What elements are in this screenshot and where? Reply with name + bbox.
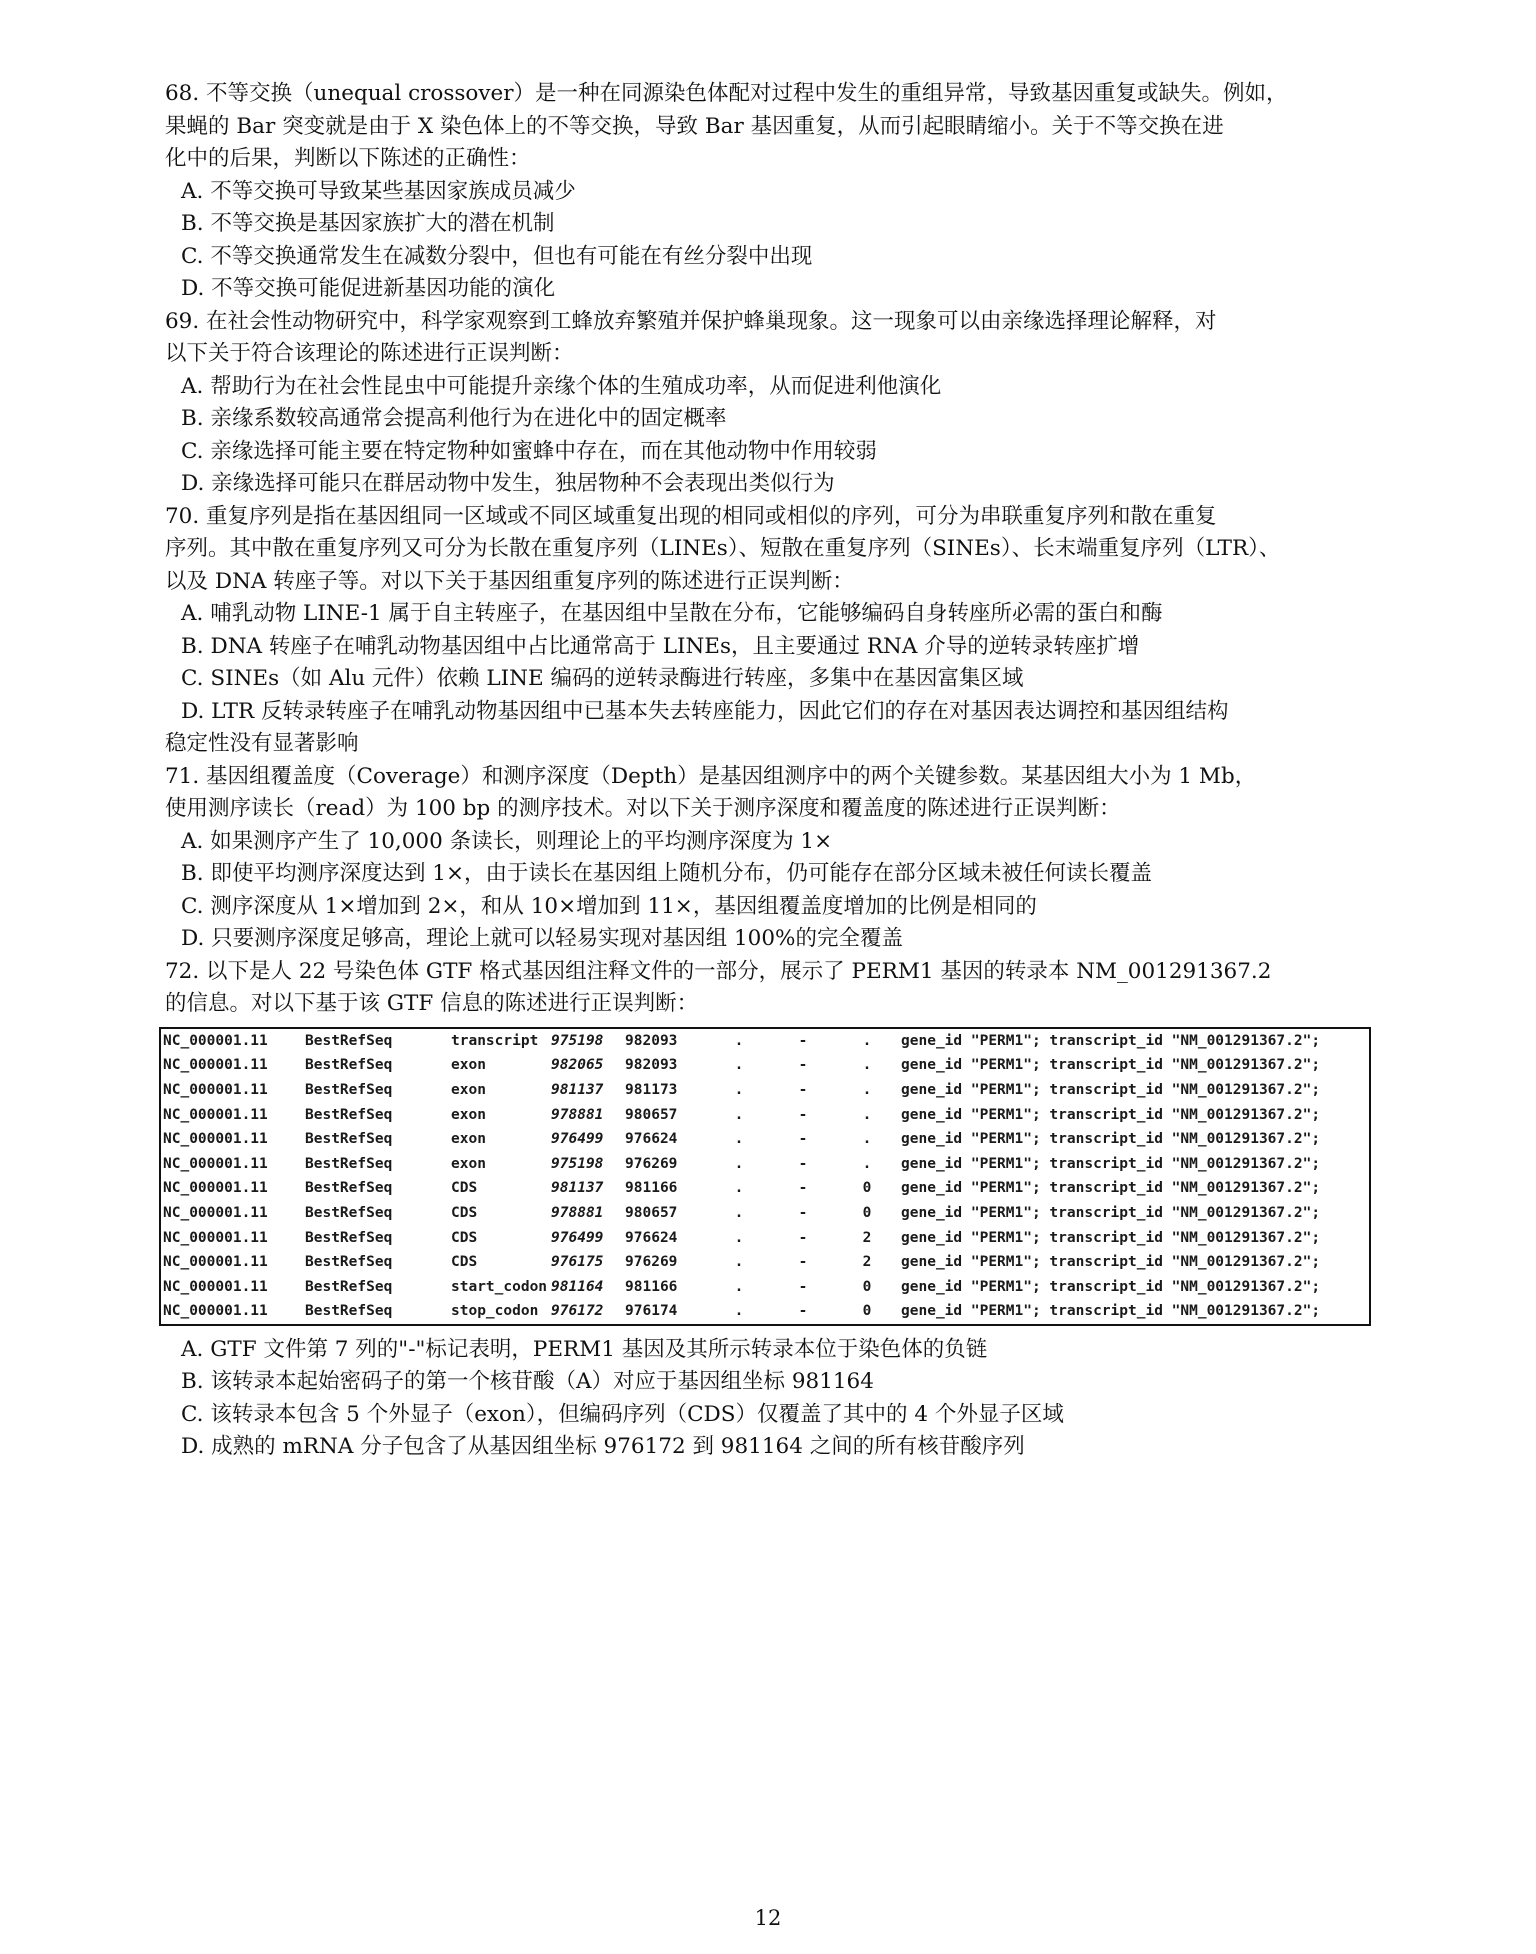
gtf-cell-end: 980657 xyxy=(625,1106,678,1123)
gtf-cell-feature: transcript xyxy=(451,1032,539,1049)
gtf-cell-seqname: NC_000001.11 xyxy=(163,1106,268,1123)
gtf-cell-strand: - xyxy=(798,1303,808,1320)
gtf-cell-attributes: gene_id "PERM1"; transcript_id "NM_001291367.2"; xyxy=(901,1204,1321,1221)
gtf-cell-end: 982093 xyxy=(625,1057,678,1074)
gtf-row xyxy=(161,1078,1369,1103)
question-69-option-c: C. 亲缘选择可能主要在特定物种如蜜蜂中存在，而在其他动物中作用较弱 xyxy=(181,438,877,464)
gtf-cell-attributes: gene_id "PERM1"; transcript_id "NM_001291367.2"; xyxy=(901,1081,1321,1098)
question-72-stem xyxy=(165,956,1355,1021)
gtf-cell-source: BestRefSeq xyxy=(305,1204,393,1221)
question-69-option-a: A. 帮助行为在社会性昆虫中可能提升亲缘个体的生殖成功率，从而促进利他演化 xyxy=(181,373,942,399)
gtf-cell-score: . xyxy=(734,1303,744,1320)
gtf-row xyxy=(161,1102,1369,1127)
gtf-cell-feature: start_codon xyxy=(451,1278,548,1295)
gtf-table-box xyxy=(159,1027,1371,1326)
gtf-cell-frame: 0 xyxy=(862,1204,872,1221)
gtf-cell-frame: . xyxy=(862,1155,872,1172)
stem-line: 果蝇的 Bar 突变就是由于 X 染色体上的不等交换，导致 Bar 基因重复，从而引起眼睛缩小。关于不等交换在进 xyxy=(165,113,1224,139)
gtf-cell-end: 976624 xyxy=(625,1131,678,1148)
question-69-option-d: D. 亲缘选择可能只在群居动物中发生，独居物种不会表现出类似行为 xyxy=(181,471,835,496)
gtf-cell-feature: exon xyxy=(451,1106,486,1123)
gtf-cell-feature: CDS xyxy=(451,1229,478,1246)
gtf-cell-start: 978881 xyxy=(551,1106,604,1123)
gtf-cell-start: 976175 xyxy=(551,1254,604,1271)
gtf-table-body xyxy=(161,1029,1369,1324)
gtf-cell-frame: . xyxy=(862,1057,872,1074)
gtf-cell-end: 980657 xyxy=(625,1204,678,1221)
gtf-cell-frame: 0 xyxy=(862,1278,872,1295)
stem-line: 71. 基因组覆盖度（Coverage）和测序深度（Depth）是基因组测序中的两个关键参数。某基因组大小为 1 Mb， xyxy=(165,763,1257,789)
gtf-cell-frame: . xyxy=(862,1106,872,1123)
gtf-cell-feature: CDS xyxy=(451,1204,478,1221)
gtf-cell-source: BestRefSeq xyxy=(305,1081,393,1098)
gtf-cell-frame: . xyxy=(862,1081,872,1098)
gtf-cell-source: BestRefSeq xyxy=(305,1229,393,1246)
gtf-cell-source: BestRefSeq xyxy=(305,1155,393,1172)
gtf-row xyxy=(161,1053,1369,1078)
gtf-row xyxy=(161,1225,1369,1250)
gtf-cell-strand: - xyxy=(798,1155,808,1172)
gtf-cell-source: BestRefSeq xyxy=(305,1180,393,1197)
gtf-cell-start: 976499 xyxy=(551,1229,604,1246)
gtf-cell-end: 981166 xyxy=(625,1278,678,1295)
gtf-cell-attributes: gene_id "PERM1"; transcript_id "NM_001291367.2"; xyxy=(901,1131,1321,1148)
gtf-cell-strand: - xyxy=(798,1032,808,1049)
stem-line: 的信息。对以下基于该 GTF 信息的陈述进行正误判断： xyxy=(165,991,699,1016)
gtf-cell-attributes: gene_id "PERM1"; transcript_id "NM_001291367.2"; xyxy=(901,1180,1321,1197)
gtf-cell-attributes: gene_id "PERM1"; transcript_id "NM_001291367.2"; xyxy=(901,1057,1321,1074)
gtf-cell-start: 975198 xyxy=(551,1155,604,1172)
gtf-cell-frame: . xyxy=(862,1032,872,1049)
gtf-cell-attributes: gene_id "PERM1"; transcript_id "NM_001291367.2"; xyxy=(901,1032,1321,1049)
gtf-cell-seqname: NC_000001.11 xyxy=(163,1278,268,1295)
gtf-cell-source: BestRefSeq xyxy=(305,1303,393,1320)
gtf-cell-frame: 0 xyxy=(862,1180,872,1197)
stem-line: 序列。其中散在重复序列又可分为长散在重复序列（LINEs）、短散在重复序列（SINEs）、长末端重复序列（LTR）、 xyxy=(165,536,1281,561)
gtf-cell-source: BestRefSeq xyxy=(305,1057,393,1074)
gtf-cell-strand: - xyxy=(798,1278,808,1295)
gtf-row xyxy=(161,1299,1369,1324)
question-70-stem xyxy=(165,501,1355,599)
question-68-option-c: C. 不等交换通常发生在减数分裂中，但也有可能在有丝分裂中出现 xyxy=(181,243,813,269)
stem-line: 以及 DNA 转座子等。对以下关于基因组重复序列的陈述进行正误判断： xyxy=(165,568,854,594)
gtf-cell-score: . xyxy=(734,1106,744,1123)
gtf-cell-start: 981137 xyxy=(551,1081,604,1098)
gtf-cell-attributes: gene_id "PERM1"; transcript_id "NM_001291367.2"; xyxy=(901,1106,1321,1123)
gtf-cell-feature: exon xyxy=(451,1081,486,1098)
question-69-option-b: B. 亲缘系数较高通常会提高利他行为在进化中的固定概率 xyxy=(181,406,727,431)
gtf-cell-end: 976269 xyxy=(625,1254,678,1271)
gtf-cell-end: 981166 xyxy=(625,1180,678,1197)
gtf-cell-frame: 0 xyxy=(862,1303,872,1320)
gtf-cell-source: BestRefSeq xyxy=(305,1131,393,1148)
page-content xyxy=(165,78,1355,1464)
gtf-cell-end: 976269 xyxy=(625,1155,678,1172)
gtf-cell-start: 981137 xyxy=(551,1180,604,1197)
gtf-cell-strand: - xyxy=(798,1081,808,1098)
question-70-option-c: C. SINEs（如 Alu 元件）依赖 LINE 编码的逆转录酶进行转座，多集中在基因富集区域 xyxy=(181,666,1024,691)
gtf-cell-frame: 2 xyxy=(862,1254,872,1271)
gtf-cell-feature: CDS xyxy=(451,1254,478,1271)
stem-line: 以下关于符合该理论的陈述进行正误判断： xyxy=(165,341,574,366)
gtf-table xyxy=(161,1029,1369,1324)
question-71-option-a: A. 如果测序产生了 10,000 条读长，则理论上的平均测序深度为 1× xyxy=(181,828,833,854)
gtf-cell-score: . xyxy=(734,1131,744,1148)
question-69-stem xyxy=(165,306,1355,371)
gtf-cell-start: 982065 xyxy=(551,1057,604,1074)
gtf-row xyxy=(161,1274,1369,1299)
gtf-cell-score: . xyxy=(734,1254,744,1271)
gtf-cell-strand: - xyxy=(798,1254,808,1271)
gtf-cell-seqname: NC_000001.11 xyxy=(163,1155,268,1172)
gtf-cell-seqname: NC_000001.11 xyxy=(163,1081,268,1098)
gtf-cell-frame: 2 xyxy=(862,1229,872,1246)
gtf-cell-score: . xyxy=(734,1081,744,1098)
gtf-cell-seqname: NC_000001.11 xyxy=(163,1057,268,1074)
gtf-cell-start: 981164 xyxy=(551,1278,604,1295)
question-71-option-d: D. 只要测序深度足够高，理论上就可以轻易实现对基因组 100%的完全覆盖 xyxy=(181,926,903,951)
stem-line: 69. 在社会性动物研究中，科学家观察到工蜂放弃繁殖并保护蜂巢现象。这一现象可以由亲缘选择理论解释，对 xyxy=(165,308,1217,334)
gtf-cell-feature: exon xyxy=(451,1057,486,1074)
gtf-cell-end: 976174 xyxy=(625,1303,678,1320)
gtf-row xyxy=(161,1151,1369,1176)
gtf-row xyxy=(161,1201,1369,1226)
question-70-option-d-continued: 稳定性没有显著影响 xyxy=(165,731,359,756)
gtf-row xyxy=(161,1127,1369,1152)
gtf-cell-strand: - xyxy=(798,1229,808,1246)
gtf-cell-frame: . xyxy=(862,1131,872,1148)
stem-line: 化中的后果，判断以下陈述的正确性： xyxy=(165,146,531,171)
gtf-cell-source: BestRefSeq xyxy=(305,1032,393,1049)
gtf-cell-end: 982093 xyxy=(625,1032,678,1049)
question-68-stem xyxy=(165,78,1355,176)
gtf-cell-source: BestRefSeq xyxy=(305,1254,393,1271)
gtf-cell-seqname: NC_000001.11 xyxy=(163,1254,268,1271)
gtf-cell-score: . xyxy=(734,1155,744,1172)
stem-line: 68. 不等交换（unequal crossover）是一种在同源染色体配对过程中发生的重组异常，导致基因重复或缺失。例如， xyxy=(165,81,1288,106)
gtf-cell-strand: - xyxy=(798,1204,808,1221)
gtf-cell-strand: - xyxy=(798,1057,808,1074)
question-72-option-d: D. 成熟的 mRNA 分子包含了从基因组坐标 976172 到 981164 之间的所有核苷酸序列 xyxy=(181,1434,1025,1460)
gtf-cell-score: . xyxy=(734,1204,744,1221)
question-72-option-a: A. GTF 文件第 7 列的"-"标记表明，PERM1 基因及其所示转录本位于染色体的负链 xyxy=(181,1336,988,1362)
gtf-cell-seqname: NC_000001.11 xyxy=(163,1204,268,1221)
gtf-cell-seqname: NC_000001.11 xyxy=(163,1032,268,1049)
question-71-stem xyxy=(165,761,1355,826)
gtf-row xyxy=(161,1176,1369,1201)
gtf-cell-strand: - xyxy=(798,1180,808,1197)
question-68-option-a: A. 不等交换可导致某些基因家族成员减少 xyxy=(181,178,576,204)
gtf-cell-score: . xyxy=(734,1278,744,1295)
gtf-row xyxy=(161,1029,1369,1054)
gtf-cell-seqname: NC_000001.11 xyxy=(163,1229,268,1246)
stem-line: 使用测序读长（read）为 100 bp 的测序技术。对以下关于测序深度和覆盖度的陈述进行正误判断： xyxy=(165,796,1121,821)
gtf-cell-attributes: gene_id "PERM1"; transcript_id "NM_001291367.2"; xyxy=(901,1303,1321,1320)
stem-line: 70. 重复序列是指在基因组同一区域或不同区域重复出现的相同或相似的序列，可分为串联重复序列和散在重复 xyxy=(165,503,1217,529)
gtf-cell-source: BestRefSeq xyxy=(305,1278,393,1295)
gtf-cell-start: 976499 xyxy=(551,1131,604,1148)
gtf-cell-score: . xyxy=(734,1180,744,1197)
question-71-option-b: B. 即使平均测序深度达到 1×，由于读长在基因组上随机分布，仍可能存在部分区域未被任何读长覆盖 xyxy=(181,861,1153,886)
gtf-cell-feature: exon xyxy=(451,1131,486,1148)
gtf-cell-score: . xyxy=(734,1057,744,1074)
gtf-cell-feature: CDS xyxy=(451,1180,478,1197)
gtf-cell-attributes: gene_id "PERM1"; transcript_id "NM_001291367.2"; xyxy=(901,1278,1321,1295)
gtf-cell-attributes: gene_id "PERM1"; transcript_id "NM_001291367.2"; xyxy=(901,1229,1321,1246)
gtf-cell-feature: exon xyxy=(451,1155,486,1172)
gtf-cell-start: 975198 xyxy=(551,1032,604,1049)
gtf-cell-seqname: NC_000001.11 xyxy=(163,1303,268,1320)
stem-line: 72. 以下是人 22 号染色体 GTF 格式基因组注释文件的一部分，展示了 PERM1 基因的转录本 NM_001291367.2 xyxy=(165,958,1272,984)
gtf-cell-end: 976624 xyxy=(625,1229,678,1246)
question-71-option-c: C. 测序深度从 1×增加到 2×，和从 10×增加到 11×，基因组覆盖度增加的比例是相同的 xyxy=(181,893,1037,919)
question-72-option-c: C. 该转录本包含 5 个外显子（exon），但编码序列（CDS）仅覆盖了其中的 4 个外显子区域 xyxy=(181,1401,1064,1427)
question-70-option-b: B. DNA 转座子在哺乳动物基因组中占比通常高于 LINEs，且主要通过 RNA 介导的逆转录转座扩增 xyxy=(181,633,1140,659)
gtf-cell-strand: - xyxy=(798,1106,808,1123)
gtf-cell-score: . xyxy=(734,1229,744,1246)
question-70-option-a: A. 哺乳动物 LINE-1 属于自主转座子，在基因组中呈散在分布，它能够编码自身转座所必需的蛋白和酶 xyxy=(181,601,1163,626)
gtf-cell-attributes: gene_id "PERM1"; transcript_id "NM_001291367.2"; xyxy=(901,1155,1321,1172)
question-72-option-b: B. 该转录本起始密码子的第一个核苷酸（A）对应于基因组坐标 981164 xyxy=(181,1369,874,1395)
page-number: 12 xyxy=(754,1906,782,1930)
question-68-option-b: B. 不等交换是基因家族扩大的潜在机制 xyxy=(181,211,555,236)
gtf-cell-source: BestRefSeq xyxy=(305,1106,393,1123)
question-70-option-d: D. LTR 反转录转座子在哺乳动物基因组中已基本失去转座能力，因此它们的存在对基因表达调控和基因组结构 xyxy=(181,698,1229,724)
gtf-cell-start: 976172 xyxy=(551,1303,604,1320)
question-68-option-d: D. 不等交换可能促进新基因功能的演化 xyxy=(181,276,556,301)
gtf-cell-end: 981173 xyxy=(625,1081,678,1098)
gtf-row xyxy=(161,1250,1369,1275)
gtf-cell-seqname: NC_000001.11 xyxy=(163,1131,268,1148)
gtf-cell-score: . xyxy=(734,1032,744,1049)
gtf-cell-feature: stop_codon xyxy=(451,1303,539,1320)
gtf-cell-strand: - xyxy=(798,1131,808,1148)
gtf-cell-seqname: NC_000001.11 xyxy=(163,1180,268,1197)
gtf-cell-start: 978881 xyxy=(551,1204,604,1221)
gtf-cell-attributes: gene_id "PERM1"; transcript_id "NM_001291367.2"; xyxy=(901,1254,1321,1271)
